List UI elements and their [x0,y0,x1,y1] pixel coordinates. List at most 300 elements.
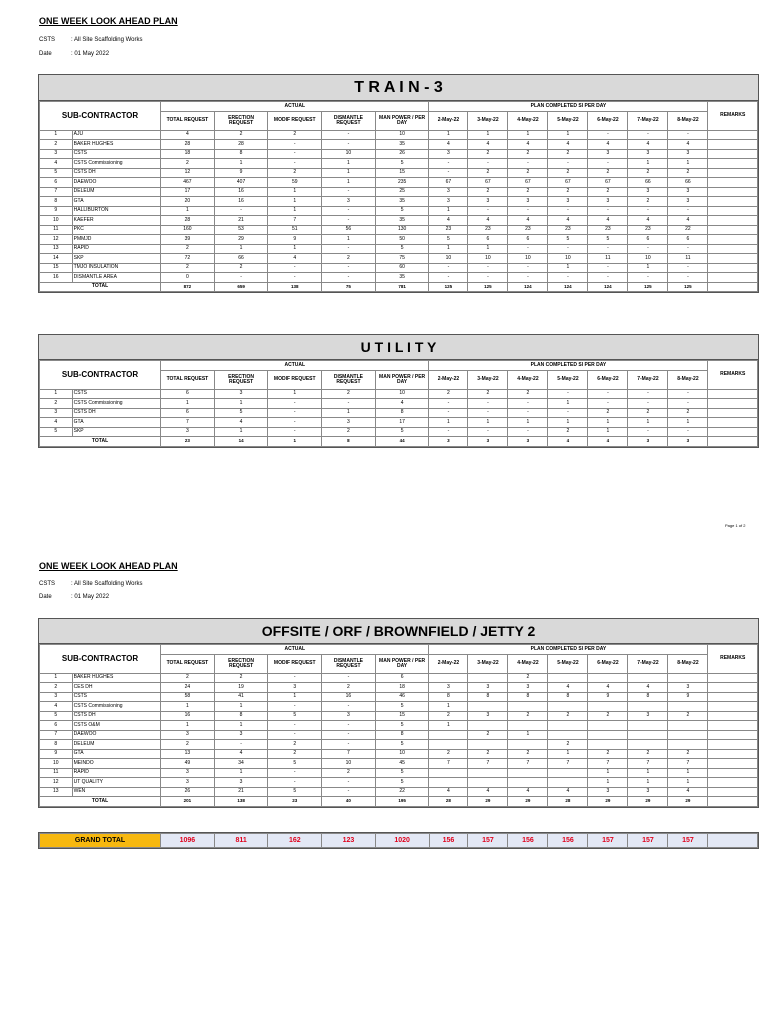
value-cell: 1 [322,178,376,188]
day-header: 4-May-22 [508,111,548,130]
value-cell: 7 [468,759,508,769]
row-number: 8 [40,740,73,750]
value-cell: 3 [508,197,548,207]
total-label: TOTAL [40,437,161,447]
value-cell: 4 [588,140,628,150]
col-header: MAN POWER / PER DAY [375,111,429,130]
row-number: 13 [40,787,73,797]
total-value: 781 [375,282,429,292]
value-cell: 4 [548,787,588,797]
value-cell: 41 [214,692,268,702]
value-cell: 2 [548,711,588,721]
value-cell: 8 [375,730,429,740]
value-cell: 4 [628,216,668,226]
value-cell: 1 [268,389,322,399]
grand-total-bar [38,832,759,849]
total-value: 125 [429,282,468,292]
value-cell: 9 [588,692,628,702]
value-cell: - [508,244,548,254]
total-value: 14 [214,437,268,447]
value-cell: 3 [429,683,468,693]
day-header: 7-May-22 [628,654,668,673]
table-row [40,197,758,207]
value-cell: 4 [668,140,708,150]
remarks-cell [708,427,758,437]
grand-total-value: 157 [468,834,508,848]
value-cell: 2 [628,168,668,178]
grand-total-value: 123 [322,834,376,848]
grand-total-value: 156 [508,834,548,848]
value-cell: 18 [161,149,215,159]
value-cell: 1 [214,244,268,254]
value-cell: 1 [214,427,268,437]
col-header: DISMANTLE REQUEST [322,654,376,673]
plan-header: PLAN COMPLETED SI PER DAY [429,102,708,112]
value-cell: 3 [548,197,588,207]
value-cell: 4 [375,399,429,409]
subcontractor-name: CSTS Commissioning [72,702,160,712]
value-cell: 2 [322,254,376,264]
total-value: 3 [628,437,668,447]
value-cell: 7 [588,759,628,769]
value-cell: 2 [548,187,588,197]
value-cell: - [668,389,708,399]
value-cell: - [508,159,548,169]
row-number: 5 [40,168,73,178]
value-cell: - [548,408,588,418]
row-number: 2 [40,683,73,693]
subcontractor-name: GTA [72,197,160,207]
value-cell: 3 [322,197,376,207]
value-cell: 67 [468,178,508,188]
value-cell: - [628,427,668,437]
total-value: 124 [588,282,628,292]
value-cell: 1 [548,263,588,273]
total-value: 29 [508,797,548,807]
col-header: MAN POWER / PER DAY [375,654,429,673]
value-cell: 407 [214,178,268,188]
csts-line [39,581,439,590]
remarks-cell [708,749,758,759]
value-cell: 2 [588,711,628,721]
value-cell: 2 [548,149,588,159]
row-number: 3 [40,692,73,702]
value-cell: - [322,216,376,226]
remarks-cell [708,168,758,178]
value-cell: 24 [161,683,215,693]
table-row [40,408,758,418]
remarks-cell [708,159,758,169]
value-cell [429,740,468,750]
value-cell: 1 [628,768,668,778]
value-cell: 1 [668,418,708,428]
value-cell: 10 [375,389,429,399]
value-cell: 2 [508,187,548,197]
table-row [40,140,758,150]
value-cell: 3 [429,149,468,159]
subcontractor-name: DAEWOO [72,178,160,188]
day-header: 7-May-22 [628,111,668,130]
value-cell: 2 [468,149,508,159]
value-cell: 2 [268,130,322,140]
value-cell: 10 [375,749,429,759]
value-cell: - [429,168,468,178]
row-number: 11 [40,768,73,778]
value-cell: 3 [161,427,215,437]
value-cell: 67 [548,178,588,188]
row-number: 2 [40,399,73,409]
value-cell: 3 [214,778,268,788]
value-cell: 1 [668,768,708,778]
value-cell: 28 [161,140,215,150]
value-cell: 1 [548,399,588,409]
total-value: 3 [468,437,508,447]
row-number: 16 [40,273,73,283]
value-cell: - [268,778,322,788]
value-cell: - [588,159,628,169]
table-row [40,159,758,169]
value-cell: 2 [161,673,215,683]
value-cell: 23 [588,225,628,235]
remarks-cell [708,683,758,693]
total-value: 125 [468,282,508,292]
value-cell: 2 [429,389,468,399]
row-number: 6 [40,178,73,188]
subcontractor-name: BAKER HUGHES [72,673,160,683]
value-cell: 2 [508,749,548,759]
value-cell: 1 [322,235,376,245]
day-header: 3-May-22 [468,111,508,130]
value-cell: - [322,263,376,273]
value-cell: 3 [214,730,268,740]
grand-total-value: 156 [548,834,588,848]
value-cell: 16 [322,692,376,702]
value-cell: 35 [375,140,429,150]
remarks-cell [708,721,758,731]
value-cell: - [268,263,322,273]
value-cell: 3 [268,683,322,693]
value-cell: 4 [508,140,548,150]
value-cell: 1 [588,768,628,778]
col-header: ERECTION REQUEST [214,111,268,130]
row-number: 4 [40,702,73,712]
value-cell: 1 [322,408,376,418]
col-header: DISMANTLE REQUEST [322,111,376,130]
subcontractor-name: CES DH [72,683,160,693]
remarks-header: REMARKS [708,361,758,390]
value-cell: 4 [214,749,268,759]
value-cell: 1 [268,692,322,702]
value-cell: 1 [214,768,268,778]
value-cell: 23 [429,225,468,235]
value-cell: 67 [588,178,628,188]
total-value: 29 [628,797,668,807]
remarks-cell [708,787,758,797]
value-cell: 2 [322,683,376,693]
remarks-cell [708,778,758,788]
subcontractor-name: CSTS [72,149,160,159]
subcontractor-name: HALLIBURTON [72,206,160,216]
value-cell: 10 [375,130,429,140]
value-cell: 3 [588,197,628,207]
table-row [40,216,758,226]
total-value: 125 [668,282,708,292]
value-cell: 5 [375,427,429,437]
value-cell: 1 [322,159,376,169]
total-label: TOTAL [40,282,161,292]
total-row [40,437,758,447]
col-header: TOTAL REQUEST [161,654,215,673]
value-cell: - [429,399,468,409]
value-cell: 2 [628,749,668,759]
value-cell: 1 [628,418,668,428]
value-cell: 1 [268,187,322,197]
remarks-cell [708,263,758,273]
value-cell [628,730,668,740]
total-value: 659 [214,282,268,292]
value-cell: 3 [214,389,268,399]
subcontractor-name: PKC [72,225,160,235]
remarks-cell [708,225,758,235]
row-number: 5 [40,427,73,437]
value-cell: 2 [548,740,588,750]
section-utility [38,334,759,448]
remarks-cell [708,740,758,750]
value-cell: - [429,273,468,283]
total-value: 124 [508,282,548,292]
value-cell: 1 [588,427,628,437]
subcontractor-name: DELEUM [72,187,160,197]
utility-table [39,360,758,447]
row-number: 5 [40,711,73,721]
value-cell: 4 [214,418,268,428]
table-row [40,683,758,693]
value-cell: 235 [375,178,429,188]
value-cell: 5 [548,235,588,245]
col-header: MODIF REQUEST [268,370,322,389]
value-cell: - [588,130,628,140]
table-row [40,206,758,216]
value-cell: 6 [668,235,708,245]
total-value: 4 [588,437,628,447]
value-cell: 3 [628,787,668,797]
value-cell: - [628,389,668,399]
csts-line [39,37,439,46]
table-row [40,711,758,721]
value-cell [668,740,708,750]
row-number: 11 [40,225,73,235]
remarks-cell [708,254,758,264]
value-cell: 4 [628,683,668,693]
value-cell [588,740,628,750]
value-cell: 11 [668,254,708,264]
plan-header: PLAN COMPLETED SI PER DAY [429,645,708,655]
value-cell: - [468,399,508,409]
total-value: 124 [548,282,588,292]
grand-total-value: 1096 [161,834,215,848]
table-row [40,244,758,254]
value-cell: 2 [214,130,268,140]
value-cell: - [588,273,628,283]
value-cell: - [322,140,376,150]
total-value: 138 [268,282,322,292]
total-value: 8 [322,437,376,447]
value-cell: 2 [668,168,708,178]
value-cell: 1 [161,721,215,731]
value-cell: - [588,206,628,216]
value-cell: 8 [214,149,268,159]
grand-total-label: GRAND TOTAL [40,834,161,848]
value-cell [508,721,548,731]
total-value: 29 [468,797,508,807]
value-cell: 9 [214,168,268,178]
value-cell: 2 [588,168,628,178]
value-cell [588,730,628,740]
value-cell: 4 [468,216,508,226]
table-row [40,399,758,409]
value-cell: - [588,389,628,399]
value-cell: - [214,206,268,216]
value-cell [548,768,588,778]
value-cell: 2 [668,408,708,418]
value-cell: 3 [161,768,215,778]
value-cell: 2 [161,263,215,273]
table-row [40,263,758,273]
value-cell: - [268,730,322,740]
value-cell: 4 [468,787,508,797]
value-cell: 5 [375,778,429,788]
value-cell: - [268,673,322,683]
remarks-cell [708,408,758,418]
value-cell: 1 [588,418,628,428]
value-cell [668,730,708,740]
value-cell: 160 [161,225,215,235]
table-row [40,759,758,769]
row-number: 14 [40,254,73,264]
value-cell: - [548,389,588,399]
total-value: 3 [508,437,548,447]
value-cell: 2 [588,408,628,418]
col-header: TOTAL REQUEST [161,370,215,389]
table-row [40,692,758,702]
value-cell [588,721,628,731]
subcontractor-name: GTA [72,418,160,428]
value-cell [628,702,668,712]
table-row [40,389,758,399]
table-row [40,178,758,188]
value-cell: 10 [429,254,468,264]
value-cell: 66 [214,254,268,264]
remarks-cell [708,282,758,292]
total-row [40,797,758,807]
col-header: MODIF REQUEST [268,111,322,130]
value-cell: 22 [375,787,429,797]
value-cell [429,768,468,778]
value-cell: 26 [161,787,215,797]
total-value: 3 [429,437,468,447]
total-value: 872 [161,282,215,292]
row-number: 4 [40,418,73,428]
day-header: 6-May-22 [588,111,628,130]
value-cell: 4 [548,216,588,226]
value-cell: 23 [468,225,508,235]
value-cell: - [268,721,322,731]
day-header: 8-May-22 [668,654,708,673]
value-cell: 3 [668,683,708,693]
value-cell: 8 [508,692,548,702]
total-value: 28 [548,797,588,807]
header-block-2 [39,561,439,603]
table-row [40,768,758,778]
value-cell: 7 [268,216,322,226]
value-cell: 1 [508,730,548,740]
value-cell: 2 [508,149,548,159]
day-header: 4-May-22 [508,654,548,673]
value-cell: - [508,399,548,409]
value-cell: 2 [628,408,668,418]
grand-total-value: 157 [588,834,628,848]
value-cell: 5 [375,159,429,169]
value-cell: 9 [268,235,322,245]
value-cell [508,740,548,750]
value-cell: 5 [375,244,429,254]
day-header: 6-May-22 [588,370,628,389]
value-cell: - [429,427,468,437]
value-cell: - [668,427,708,437]
value-cell: 4 [668,787,708,797]
date-value: : 01 May 2022 [71,594,110,600]
offsite-table [39,644,758,807]
value-cell: 4 [161,130,215,140]
value-cell: - [322,740,376,750]
table-row [40,225,758,235]
total-value: 4 [548,437,588,447]
value-cell: - [214,273,268,283]
total-value: 3 [668,437,708,447]
value-cell [468,702,508,712]
total-value: 29 [588,797,628,807]
remarks-cell [708,197,758,207]
value-cell: 2 [508,168,548,178]
value-cell [628,721,668,731]
actual-header: ACTUAL [161,645,429,655]
grand-total-value: 157 [668,834,708,848]
value-cell: 2 [508,673,548,683]
remarks-header: REMARKS [708,645,758,674]
value-cell [468,673,508,683]
date-line [39,594,439,603]
value-cell: - [268,768,322,778]
value-cell: 2 [161,740,215,750]
value-cell [429,778,468,788]
value-cell: 130 [375,225,429,235]
col-header: TOTAL REQUEST [161,111,215,130]
value-cell: 2 [548,168,588,178]
value-cell: 1 [214,399,268,409]
value-cell: 1 [268,244,322,254]
subcontractor-name: KAEFER [72,216,160,226]
value-cell: 5 [429,235,468,245]
row-number: 15 [40,263,73,273]
value-cell: - [588,244,628,254]
value-cell: 7 [429,759,468,769]
value-cell: 6 [508,235,548,245]
value-cell: 3 [322,418,376,428]
value-cell: - [268,140,322,150]
day-header: 8-May-22 [668,370,708,389]
value-cell [548,778,588,788]
remarks-cell [708,140,758,150]
